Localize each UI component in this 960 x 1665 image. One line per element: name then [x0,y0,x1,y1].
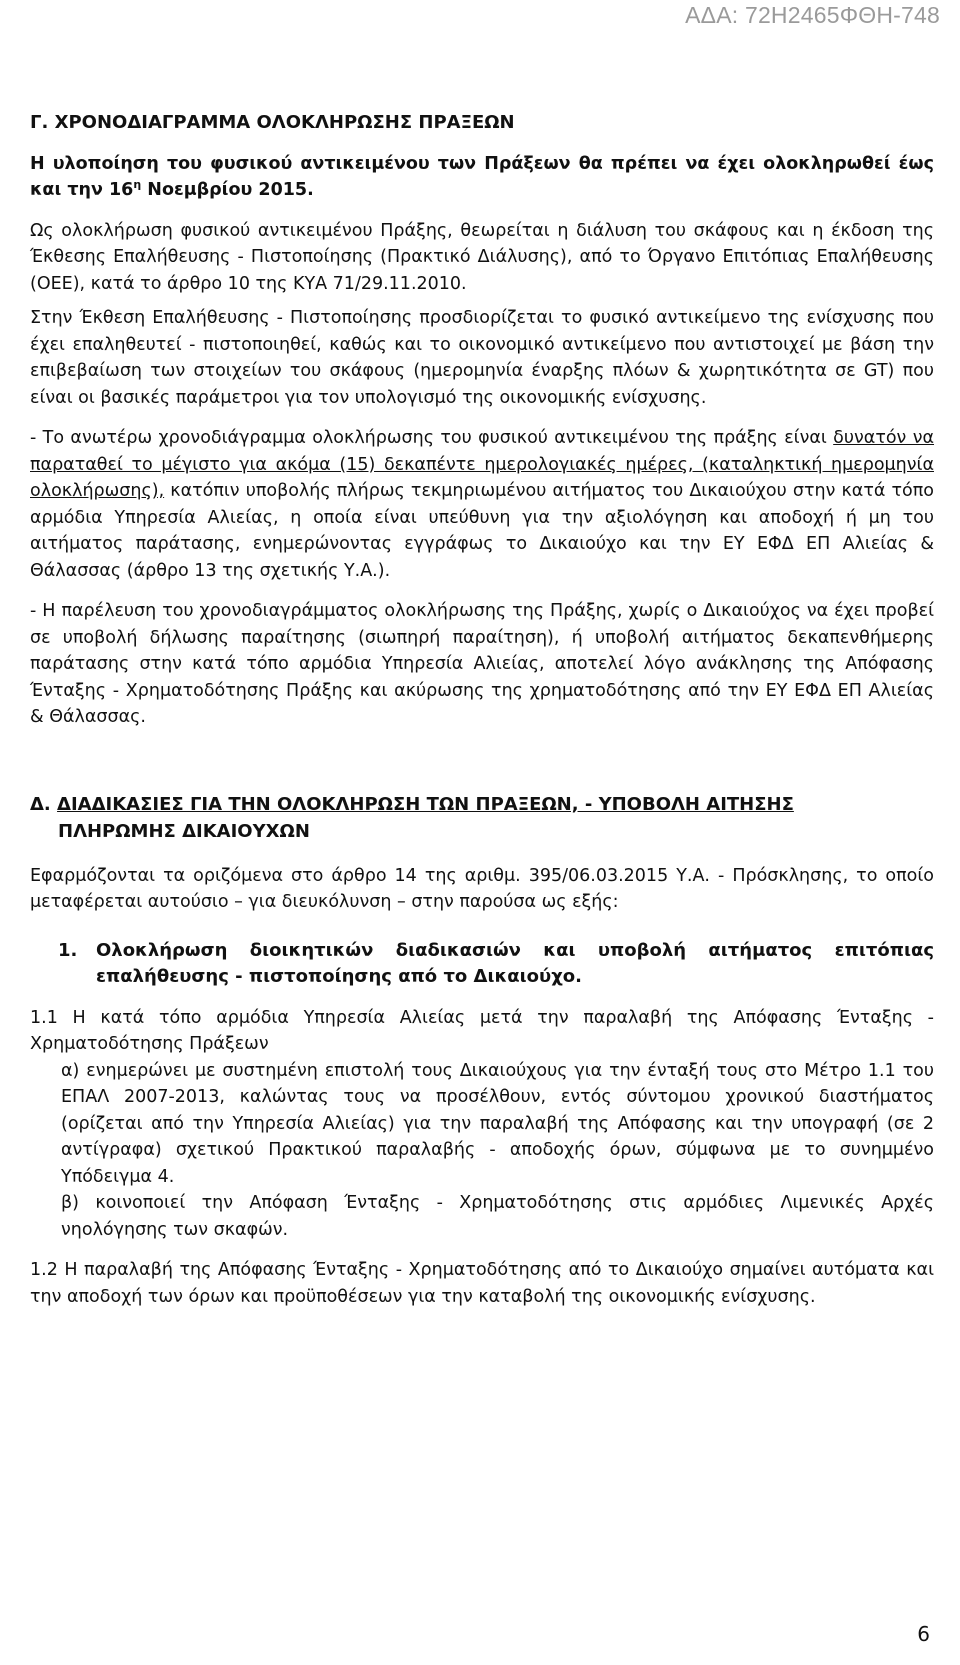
section-d-title [30,791,934,845]
section-d-paragraph-1: Εφαρμόζονται τα οριζόμενα στο άρθρο 14 της αριθμ. 395/06.03.2015 Υ.Α. - Πρόσκλησης, το οποίο μεταφέρεται αυτούσιο – για διευκόλυνση – στην παρούσα ως εξής: [30,865,934,912]
list-item-1-number: 1. [58,939,78,961]
paragraph-1-2: 1.2 Η παραλαβή της Απόφασης Ένταξης - Χρηματοδότησης από το Δικαιούχο σημαίνει αυτόματα και την αποδοχή των όρων και προϋποθέσεων για την καταβολή της οικονομικής ενίσχυσης. [30,1260,934,1307]
section-d-title-line-1: ΔΙΑΔΙΚΑΣΙΕΣ ΓΙΑ ΤΗΝ ΟΛΟΚΛΗΡΩΣΗ ΤΩΝ ΠΡΑΞΕΩΝ, - ΥΠΟΒΟΛΗ ΑΙΤΗΣΗΣ [57,793,794,815]
p3-text-a: - Το ανωτέρω χρονοδιάγραμμα ολοκλήρωσης του φυσικού αντικειμένου της πράξης είναι [30,428,834,448]
intro-text-2: Νοεμβρίου 2015. [141,180,314,200]
section-d-title-line-2-text: ΠΛΗΡΩΜΗΣ ΔΙΚΑΙΟΥΧΩΝ [58,820,310,842]
p3-text-b: κατόπιν υποβολής πλήρως τεκμηριωμένου αιτήματος του Δικαιούχου στην κατά τόπο αρμόδια Υπηρεσία Αλιείας, η οποία είναι υπεύθυνη για την αξιολόγηση και αποδοχή ή μη του αιτήματος παράτασης, ενημερώνοντας εγγράφως το Δικαιούχο και την ΕΥ ΕΦΔ ΕΠ Αλιείας & Θάλασσας (άρθρο 13 της σχετικής Υ.Α.). [30,481,934,581]
list-item-1 [30,938,934,991]
p3-underlined: δυνατόν να παραταθεί το μέγιστο για ακόμα (15) δεκαπέντε ημερολογιακές ημέρες, (καταληκτική ημερομηνία ολοκλήρωσης), [30,428,935,501]
section-g-paragraph-2: Στην Έκθεση Επαλήθευσης - Πιστοποίησης προσδιορίζεται το φυσικό αντικείμενο της ενίσχυσης που έχει επαληθευτεί - πιστοποιηθεί, καθώς και το οικονομικό αντικείμενο που αντιστοιχεί με βάση την επιβεβαίωση των στοιχείων του σκάφους (ημερομηνία έναρξης πλόων & χωρητικότητα σε GT) που είναι οι βασικές παράμετροι για τον υπολογισμό της οικονομικής ενίσχυσης. [30,308,934,408]
section-g-paragraph-1: Ως ολοκλήρωση φυσικού αντικειμένου Πράξης, θεωρείται η διάλυση του σκάφους και η έκδοση της Έκθεσης Επαλήθευσης - Πιστοποίησης (Πρακτικό Διάλυσης), από το Όργανο Επιτόπιας Επαλήθευσης (ΟΕΕ), κατά το άρθρο 10 της ΚΥΑ 71/29.11.2010. [30,220,934,294]
intro-text-1: Η υλοποίηση του φυσικού αντικειμένου των Πράξεων θα πρέπει να έχει ολοκληρωθεί έως και την 16 [30,153,934,200]
page-number: 6 [917,1622,930,1646]
section-d-prefix: Δ. [30,793,58,815]
intro-superscript: η [133,178,142,192]
section-g-paragraph-3 [30,425,934,584]
section-d-title-line-2 [30,818,934,845]
list-item-1-text: Ολοκλήρωση διοικητικών διαδικασιών και υποβολή αιτήματος επιτόπιας επαλήθευσης - πιστοποίησης από το Δικαιούχο. [96,939,934,987]
section-g-title: Γ. ΧΡΟΝΟΔΙΑΓΡΑΜΜΑ ΟΛΟΚΛΗΡΩΣΗΣ ΠΡΑΞΕΩΝ [30,112,515,133]
document-body [30,110,934,1310]
paragraph-1-1-a: α) ενημερώνει με συστημένη επιστολή τους Δικαιούχους για την ένταξή τους στο Μέτρο 1.1 του ΕΠΑΛ 2007-2013, καλώντας τους να προσέλθουν, εντός σύντομου χρονικού διαστήματος (ορίζεται από την Υπηρεσία Αλιείας) για την παραλαβή της Απόφασης και την υπογραφή (σε 2 αντίγραφα) σχετικού Πρακτικού παραλαβής - αποδοχής όρων, σύμφωνα με το συνημμένο Υπόδειγμα 4. [61,1060,934,1187]
paragraph-1-1: 1.1 Η κατά τόπο αρμόδια Υπηρεσία Αλιείας μετά την παραλαβή της Απόφασης Ένταξης - Χρηματοδότησης Πράξεων [30,1007,934,1054]
ada-code: ΑΔΑ: 72Η2465ΦΘΗ-748 [685,2,940,28]
paragraph-1-1-b: β) κοινοποιεί την Απόφαση Ένταξης - Χρηματοδότησης στις αρμόδιες Λιμενικές Αρχές νηολόγησης των σκαφών. [61,1193,934,1240]
section-g-paragraph-4: - Η παρέλευση του χρονοδιαγράμματος ολοκλήρωσης της Πράξης, χωρίς ο Δικαιούχος να έχει προβεί σε υποβολή δήλωσης παραίτησης (σιωπηρή παραίτηση), ή υποβολή αιτήματος δεκαπενθήμερης παράτασης στην κατά τόπο αρμόδια Υπηρεσία Αλιείας, αποτελεί λόγο ανάκλησης της Απόφασης Ένταξης - Χρηματοδότησης Πράξης και ακύρωσης της χρηματοδότησης από την ΕΥ ΕΦΔ ΕΠ Αλιείας & Θάλασσας. [30,601,934,727]
section-g-intro [30,151,934,204]
